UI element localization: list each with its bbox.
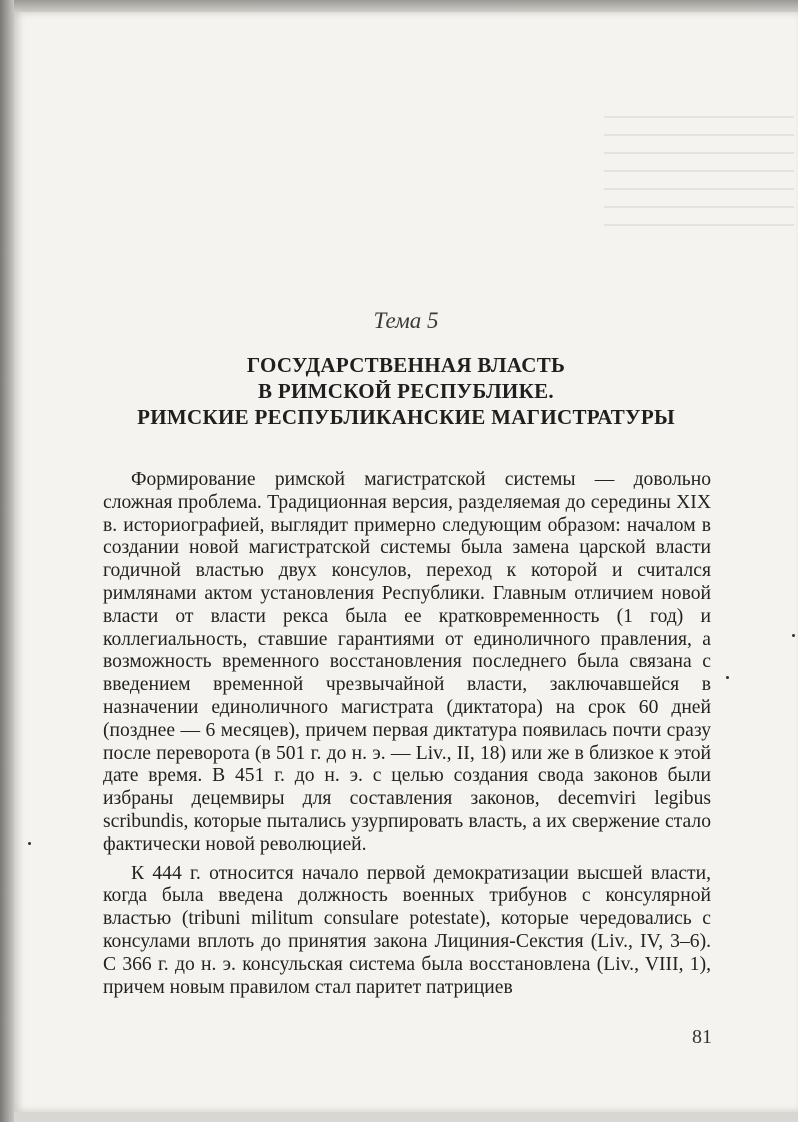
heading-line-3: РИМСКИЕ РЕСПУБЛИКАНСКИЕ МАГИСТРАТУРЫ xyxy=(137,405,675,429)
bleed-through xyxy=(604,100,794,250)
page-number: 81 xyxy=(692,1026,712,1048)
heading-line-1: ГОСУДАРСТВЕННАЯ ВЛАСТЬ xyxy=(246,353,566,377)
scan-speck xyxy=(726,676,729,679)
body-text xyxy=(103,469,711,1005)
scan-speck xyxy=(28,842,31,845)
paragraph-1: Формирование римской магистратской системы — довольно сложная проблема. Традиционная версия, разделяемая до середины XIX в. историографией, выглядит примерно следующим образом: началом в создании новой магистратской системы была замена царской власти годичной властью двух консулов, переход к которой и считался римлянами актом установления Республики. Главным отличием новой власти от власти рекса была ее кратковременность (1 год) и коллегиальность, ставшие гарантиями от единоличного правления, а возможность временного восстановления последнего была связана с введением временной чрезвычайной власти, заключавшейся в назначении единоличного магистрата (диктатора) на срок 60 дней (позднее — 6 месяцев), причем первая диктатура появилась почти сразу после переворота (в 501 г. до н. э. — Liv., II, 18) или же в близкое к этой дате время. В 451 г. до н. э. с целью создания свода законов были избраны децемвиры для составления законов, decemviri legibus scribundis, которые пытались узурпировать власть, а их свержение стало фактически новой революцией. xyxy=(103,469,711,855)
scan-left-edge xyxy=(0,0,14,1122)
scan-speck xyxy=(792,634,795,637)
paragraph-2: К 444 г. относится начало первой демократизации высшей власти, когда была введена должность военных трибунов с консулярной властью (tribuni militum consulare potestate), которые чередовались с консулами вплоть до принятия закона Лициния-Секстия (Liv., IV, 3–6). С 366 г. до н. э. консульская система была восстановлена (Liv., VIII, 1), причем новым правилом стал паритет патрициев xyxy=(103,862,711,998)
theme-label: Тема 5 xyxy=(373,308,439,333)
chapter-heading xyxy=(14,352,798,430)
book-page xyxy=(14,12,798,1112)
heading-line-2: В РИМСКОЙ РЕСПУБЛИКЕ. xyxy=(258,379,554,403)
